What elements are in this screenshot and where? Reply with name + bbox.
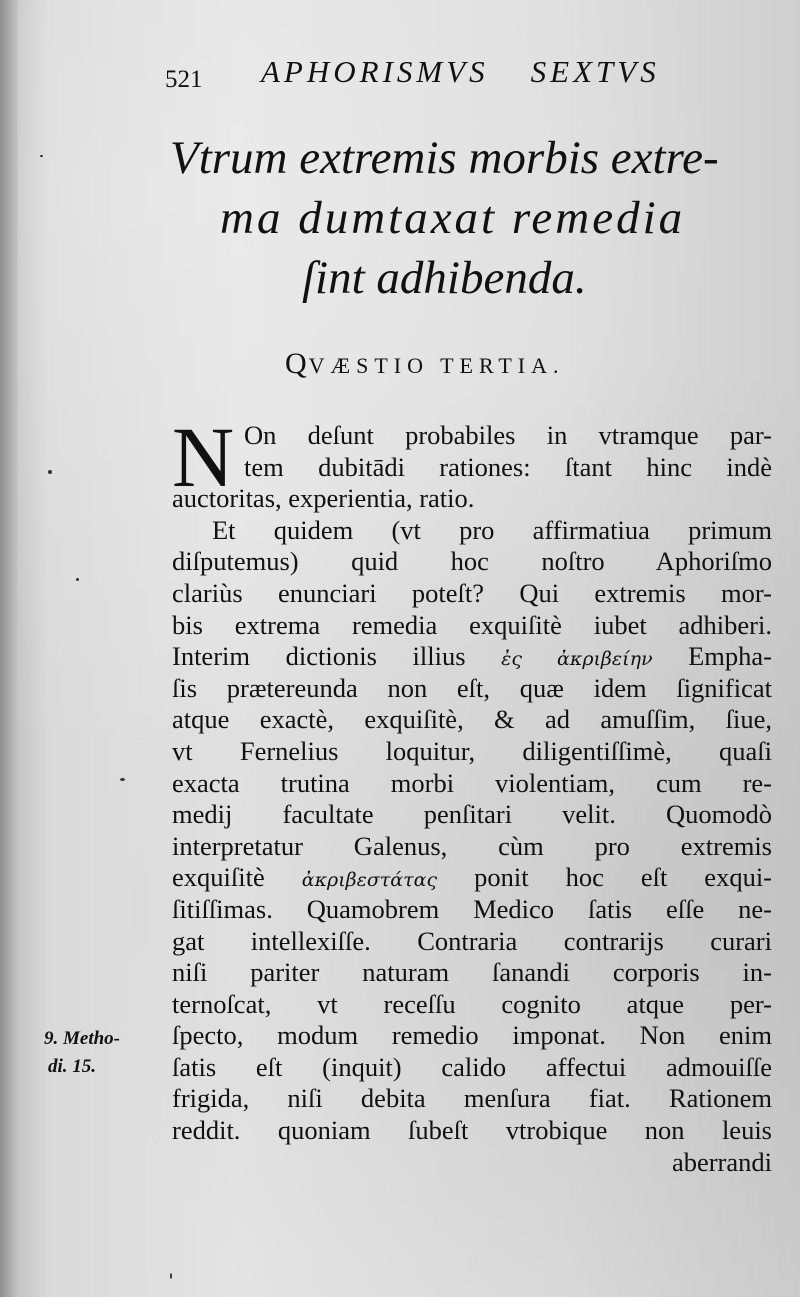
body-line: auctoritas, experientia, ratio. <box>172 483 475 514</box>
body-line: bis extrema remedia exquiſitè iubet adhiberi. <box>172 609 772 640</box>
body-line: interpretatur Galenus, cùm pro extremis <box>172 830 772 861</box>
body-line: exacta trutina morbi violentiam, cum re- <box>172 767 772 798</box>
body-line: diſputemus) quid hoc noſtro Aphoriſmo <box>172 546 772 577</box>
title-line-3: ſint adhibenda. <box>302 252 587 304</box>
ink-speck <box>40 155 43 157</box>
margin-note-line-2: di. 15. <box>48 1056 97 1077</box>
body-line-part: ponit hoc eſt exqui- <box>474 862 773 893</box>
body-line: ſitiſſimas. Quamobrem Medico ſatis eſſe ne- <box>172 893 772 924</box>
ink-speck <box>120 778 125 781</box>
title-line-2: ma dumtaxat remedia <box>220 192 686 244</box>
body-line-part: Empha- <box>688 641 773 672</box>
page-number: 521 <box>165 66 203 93</box>
running-title-part-b: SEXTVS <box>530 54 660 89</box>
body-line: gat intellexiſſe. Contraria contrarijs curari <box>172 925 772 956</box>
body-line: tem dubitādi rationes: ſtant hinc indè <box>244 451 772 482</box>
page-gutter-shadow <box>0 0 18 1297</box>
body-line: niſi pariter naturam ſanandi corporis in- <box>172 957 772 988</box>
body-line: reddit. quoniam ſubeſt vtrobique non leuis <box>172 1115 772 1146</box>
running-title-part-a: APHORISMVS <box>261 54 489 89</box>
body-text <box>172 409 773 1178</box>
body-line: ſpecto, modum remedio imponat. Non enim <box>172 1020 772 1051</box>
body-line: vt Fernelius loquitur, diligentiſſimè, quaſi <box>172 735 772 766</box>
body-line <box>172 641 772 673</box>
margin-note-line-1: 9. Metho- <box>44 1028 120 1049</box>
catchword: aberrandi <box>671 1146 772 1177</box>
chapter-title <box>170 128 770 308</box>
body-line-part: exquiſitè <box>172 862 265 893</box>
body-line: medij facultate penſitari velit. Quomodò <box>172 799 772 830</box>
section-heading <box>285 347 705 381</box>
ink-speck <box>48 470 52 474</box>
body-line: On deſunt probabiles in vtramque par- <box>244 420 772 450</box>
ink-speck <box>170 1273 172 1279</box>
body-line: Et quidem (vt pro affirmatiua primum <box>212 514 772 545</box>
body-line: frigida, niſi debita menſura fiat. Rationem <box>172 1083 772 1114</box>
running-head <box>165 54 725 94</box>
body-line-part: Interim dictionis illius <box>172 641 466 672</box>
section-heading-initial: Q <box>285 347 309 380</box>
drop-cap-initial: N <box>172 409 235 505</box>
greek-word-akribeien: ἐς ἀκριβείην <box>501 648 653 671</box>
body-line: ternoſcat, vt receſſu cognito atque per- <box>172 988 772 1019</box>
greek-word-akribestatas: ἀκριβεστάτας <box>301 869 438 892</box>
ink-speck <box>76 578 79 581</box>
body-line: clariùs enunciari poteſt? Qui extremis mor- <box>172 577 772 608</box>
running-title <box>261 54 660 90</box>
body-line <box>172 862 772 894</box>
body-line: atque exactè, exquiſitè, & ad amuſſim, ſiue, <box>172 704 772 735</box>
body-line: ſatis eſt (inquit) calido affectui admouiſſe <box>172 1051 772 1082</box>
body-line: ſis prætereunda non eſt, quæ idem ſignificat <box>172 672 772 703</box>
margin-note <box>44 1025 164 1081</box>
section-heading-text: VÆSTIO TERTIA. <box>308 353 565 378</box>
title-line-1: Vtrum extremis morbis extre- <box>170 132 719 184</box>
